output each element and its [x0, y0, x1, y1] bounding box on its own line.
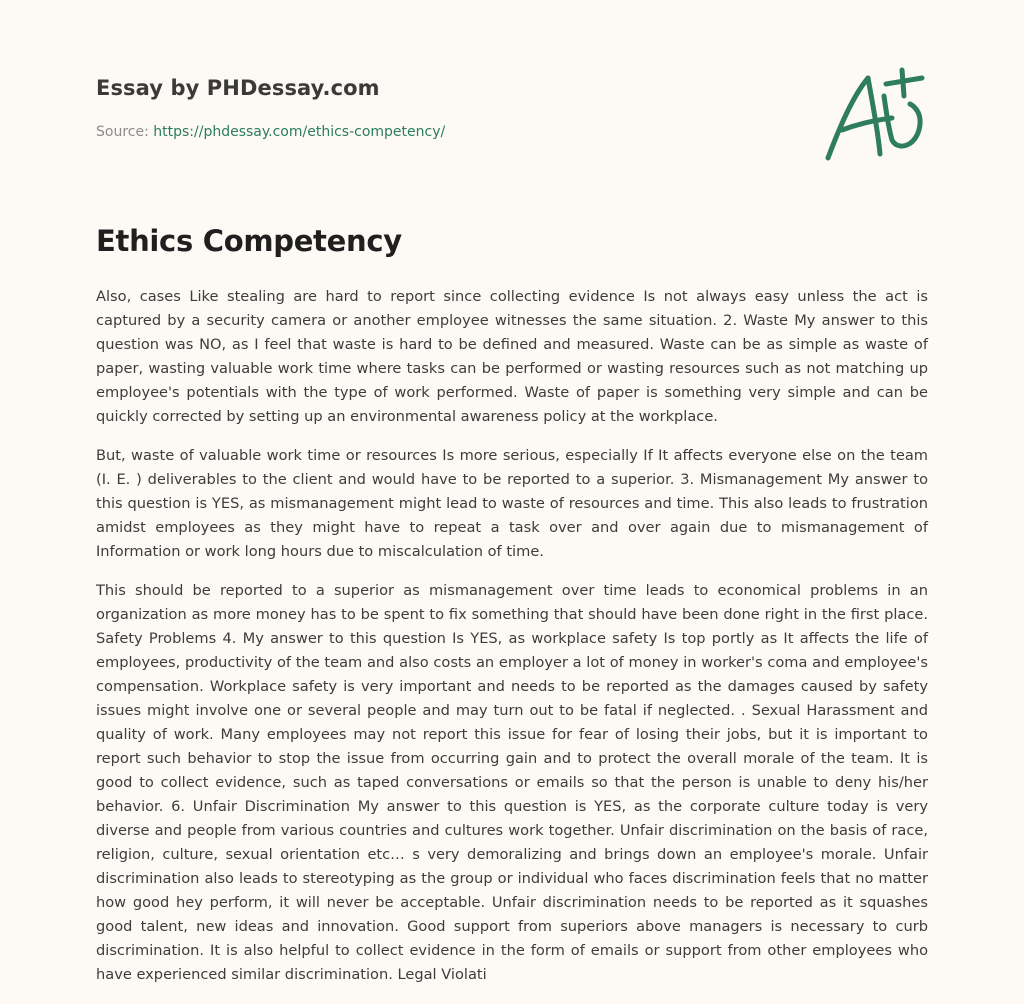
essay-paragraph: This should be reported to a superior as mismanagement over time leads to economical problems in an organization as more money has to be spent to fix something that should have been done right in the first place. Safety Problems 4. My answer to this question Is YES, as workplace safety Is top portly as It affects the life of employees, productivity of the team and also costs an employer a lot of money in worker's coma and employee's compensation. Workplace safety is very important and needs to be reported as the damages caused by safety issues might involve one or several people and may turn out to be fatal if neglected. . Sexual Harassment and quality of work. Many employees may not report this issue for fear of losing their jobs, but it is important to report such behavior to stop the issue from occurring gain and to protect the overall morale of the team. It is good to collect evidence, such as taped conversations or emails so that the person is unable to deny his/her behavior. 6. Unfair Discrimination My answer to this question is YES, as the corporate culture today is very diverse and people from various countries and cultures work together. Unfair discrimination on the basis of race, religion, culture, sexual orientation etc… s very demoralizing and brings down an employee's morale. Unfair discrimination also leads to stereotyping as the group or individual who faces discrimination feels that no matter how good hey perform, it will never be acceptable. Unfair discrimination needs to be reported as it squashes good talent, new ideas and innovation. Good support from superiors above managers is necessary to curb discrimination. It is also helpful to collect evidence in the form of emails or support from other employees who have experienced similar discrimination. Legal Violati	[96, 582, 928, 983]
essay-paragraph: But, waste of valuable work time or resources Is more serious, especially If It affects everyone else on the team (I. E. ) deliverables to the client and would have to be reported to a superior. 3. Mismanagement My answer to this question is YES, as mismanagement might lead to waste of resources and time. This also leads to frustration amidst employees as they might have to repeat a task over and over again due to mismanagement of Information or work long hours due to miscalculation of time.	[96, 447, 928, 560]
essay-title: Ethics Competency	[96, 224, 402, 258]
essay-body	[96, 285, 928, 1002]
source-label: Source:	[96, 124, 149, 140]
a-plus-logo-icon	[818, 66, 928, 166]
essay-paragraph: Also, cases Like stealing are hard to report since collecting evidence Is not always easy unless the act is captured by a security camera or another employee witnesses the same situation. 2. Waste My answer to this question was NO, as I feel that waste is hard to be defined and measured. Waste can be as simple as waste of paper, wasting valuable work time where tasks can be performed or wasting resources such as not matching up employee's potentials with the type of work performed. Waste of paper is something very simple and can be quickly corrected by setting up an environmental awareness policy at the workplace.	[96, 288, 928, 425]
source-line	[96, 124, 445, 140]
source-link[interactable]: https://phdessay.com/ethics-competency/	[153, 124, 446, 140]
site-brand: Essay by PHDessay.com	[96, 76, 380, 100]
